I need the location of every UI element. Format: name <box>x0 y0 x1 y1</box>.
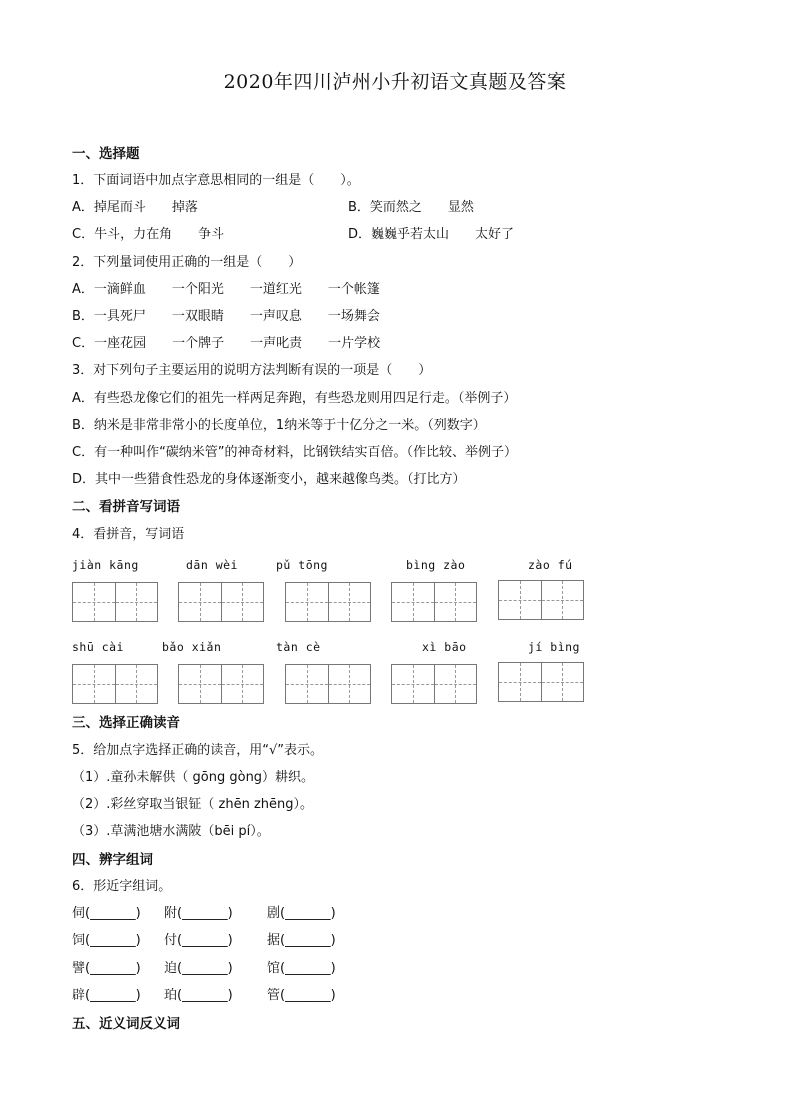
writing-grid[interactable] <box>285 582 371 622</box>
q3-option-a: A．有些恐龙像它们的祖先一样两足奔跑，有些恐龙则用四足行走。（举例子） <box>72 391 517 406</box>
writing-grid[interactable] <box>72 582 158 622</box>
pinyin-label: zào fú <box>528 558 573 572</box>
char-blank-item[interactable] <box>72 905 141 923</box>
writing-grid[interactable] <box>391 582 477 622</box>
pinyin-label: tàn cè <box>276 640 321 654</box>
pinyin-label: shū cài <box>72 640 124 654</box>
char: 馆 <box>267 961 281 976</box>
char: 据 <box>267 933 281 948</box>
char: 管 <box>267 988 281 1003</box>
answer-blank[interactable]: (_______) <box>177 961 233 976</box>
char-blank-item[interactable] <box>267 932 336 950</box>
q1-option-d: D．巍巍乎若太山 太好了 <box>348 227 515 242</box>
answer-blank[interactable]: (_______) <box>177 988 233 1003</box>
char-blank-item[interactable] <box>164 960 233 978</box>
char-blank-item[interactable] <box>72 987 141 1005</box>
q1-option-b: B．笑而然之 显然 <box>348 200 474 215</box>
char-blank-item[interactable] <box>164 932 233 950</box>
pinyin-label: jí bìng <box>528 640 580 654</box>
q5-stem: 5．给加点字选择正确的读音，用“√”表示。 <box>72 743 324 758</box>
writing-grid[interactable] <box>498 580 584 620</box>
char: 珀 <box>164 988 178 1003</box>
pinyin-label: jiàn kāng <box>72 558 139 572</box>
section-heading-characters: 四、辨字组词 <box>72 852 153 868</box>
char: 剧 <box>267 906 281 921</box>
char-blank-item[interactable] <box>267 905 336 923</box>
answer-blank[interactable]: (_______) <box>177 933 233 948</box>
pinyin-label: dān wèi <box>186 558 238 572</box>
char: 饲 <box>72 933 86 948</box>
answer-blank[interactable]: (_______) <box>280 988 336 1003</box>
pinyin-label: bìng zào <box>406 558 466 572</box>
writing-grid[interactable] <box>391 664 477 704</box>
char-blank-item[interactable] <box>164 905 233 923</box>
q1-option-a: A．掉尾而斗 掉落 <box>72 200 198 215</box>
section-heading-choice: 一、选择题 <box>72 146 140 162</box>
answer-blank[interactable]: (_______) <box>280 961 336 976</box>
q6-stem: 6．形近字组词。 <box>72 879 172 894</box>
section-heading-pronunciation: 三、选择正确读音 <box>72 715 180 731</box>
char: 附 <box>164 906 178 921</box>
writing-grid[interactable] <box>178 582 264 622</box>
q3-option-b: B．纳米是非常非常小的长度单位，1纳米等于十亿分之一米。（列数字） <box>72 418 486 433</box>
answer-blank[interactable]: (_______) <box>85 933 141 948</box>
answer-blank[interactable]: (_______) <box>85 988 141 1003</box>
char: 伺 <box>72 906 86 921</box>
pinyin-label: xì bāo <box>422 640 467 654</box>
q2-option-a: A．一滴鲜血 一个阳光 一道红光 一个帐篷 <box>72 282 380 297</box>
writing-grid[interactable] <box>285 664 371 704</box>
char: 譬 <box>72 961 86 976</box>
q3-option-d: D．其中一些猎食性恐龙的身体逐渐变小，越来越像鸟类。（打比方） <box>72 472 466 487</box>
answer-blank[interactable]: (_______) <box>85 961 141 976</box>
q2-option-c: C．一座花园 一个牌子 一声叱责 一片学校 <box>72 336 381 351</box>
char-blank-item[interactable] <box>164 987 233 1005</box>
char-blank-item[interactable] <box>72 932 141 950</box>
writing-grid[interactable] <box>498 662 584 702</box>
q1-stem: 1．下面词语中加点字意思相同的一组是（ ）。 <box>72 173 360 188</box>
answer-blank[interactable]: (_______) <box>280 906 336 921</box>
q5-item-2: （2）.彩丝穿取当银钲（ zhēn zhēng）。 <box>72 797 314 812</box>
section-heading-synonyms: 五、近义词反义词 <box>72 1016 180 1032</box>
pinyin-label: bǎo xiǎn <box>162 640 222 654</box>
q1-option-c: C．牛斗，力在角 争斗 <box>72 227 225 242</box>
char: 辟 <box>72 988 86 1003</box>
q3-option-c: C．有一种叫作“碳纳米管”的神奇材料，比钢铁结实百倍。（作比较、举例子） <box>72 445 518 460</box>
char: 付 <box>164 933 178 948</box>
char-blank-item[interactable] <box>267 960 336 978</box>
q4-stem: 4．看拼音，写词语 <box>72 527 185 542</box>
char-blank-item[interactable] <box>72 960 141 978</box>
section-heading-pinyin: 二、看拼音写词语 <box>72 499 180 515</box>
q2-option-b: B．一具死尸 一双眼睛 一声叹息 一场舞会 <box>72 309 380 324</box>
answer-blank[interactable]: (_______) <box>85 906 141 921</box>
q3-stem: 3．对下列句子主要运用的说明方法判断有误的一项是（ ） <box>72 363 432 378</box>
answer-blank[interactable]: (_______) <box>177 906 233 921</box>
pinyin-label: pǔ tōng <box>276 558 328 572</box>
q5-item-3: （3）.草满池塘水满陂（bēi pí）。 <box>72 824 270 839</box>
answer-blank[interactable]: (_______) <box>280 933 336 948</box>
char: 迫 <box>164 961 178 976</box>
q5-item-1: （1）.童孙未解供（ gōng gòng）耕织。 <box>72 770 315 785</box>
char-blank-item[interactable] <box>267 987 336 1005</box>
page-title: 2020年四川泸州小升初语文真题及答案 <box>223 71 567 93</box>
writing-grid[interactable] <box>178 664 264 704</box>
q2-stem: 2．下列量词使用正确的一组是（ ） <box>72 255 302 270</box>
writing-grid[interactable] <box>72 664 158 704</box>
